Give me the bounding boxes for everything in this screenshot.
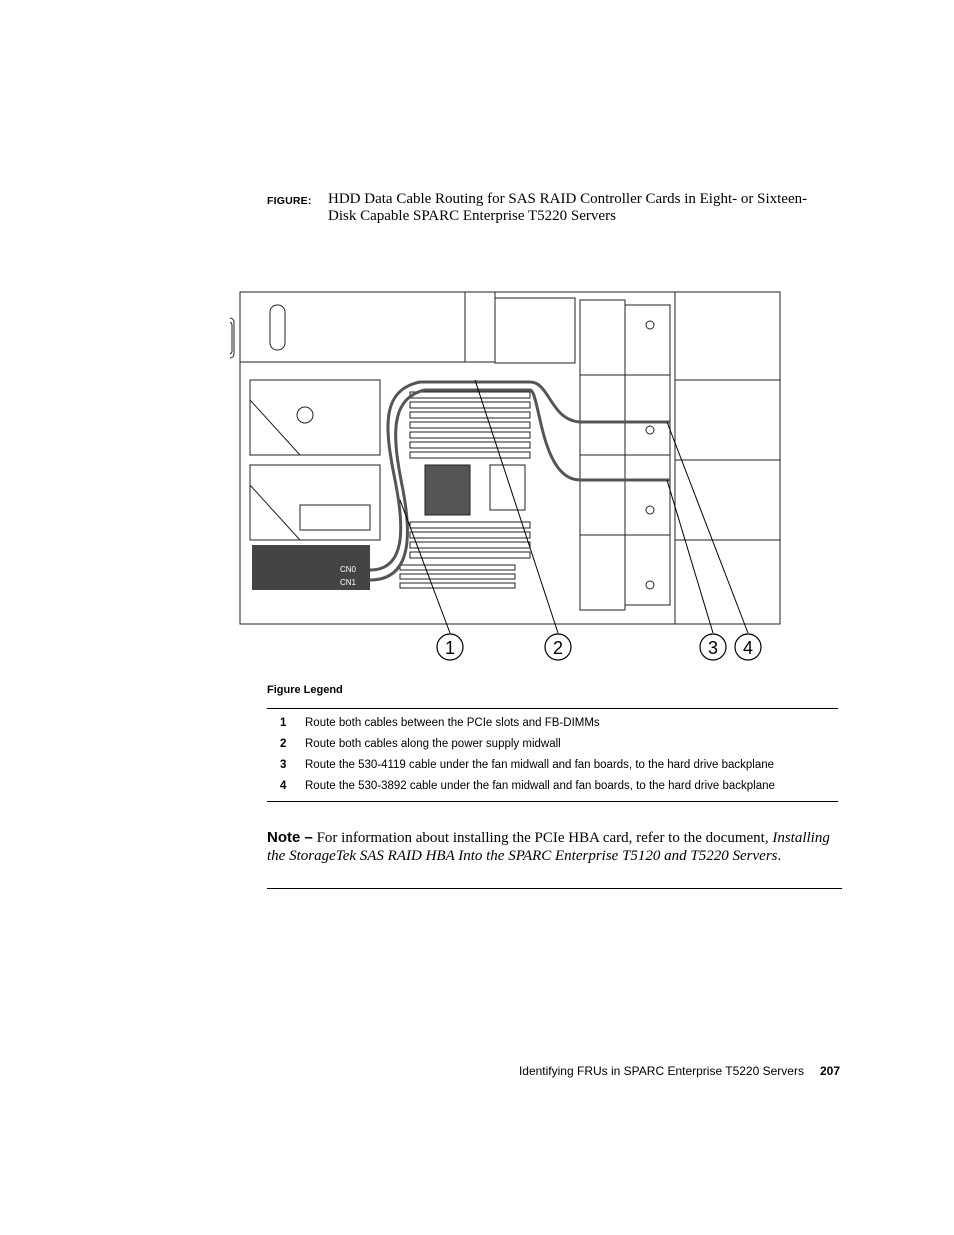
hard-drive-bays: [675, 292, 780, 624]
cpu-heatsink: [425, 465, 470, 515]
power-supply: [240, 292, 465, 362]
legend-row: [267, 775, 838, 796]
callout-label-3: 3: [707, 638, 719, 658]
note-paragraph: [267, 829, 842, 865]
legend-row: [267, 754, 838, 775]
fb-dimm-bank-upper: [410, 392, 530, 458]
callout-leader-4: [667, 422, 748, 633]
callout-label-1: 1: [444, 638, 456, 658]
legend-text: Route the 530-3892 cable under the fan midwall and fan boards, to the hard drive backplane: [305, 779, 775, 792]
legend-number: 1: [280, 716, 287, 729]
legend-row: [267, 712, 838, 733]
note-end: .: [777, 848, 782, 864]
legend-number: 4: [280, 779, 287, 792]
figure-caption-title: HDD Data Cable Routing for SAS RAID Controller Cards in Eight- or Sixteen-Disk Capable SPARC Enterprise T5220 Servers: [328, 191, 808, 224]
note-label: Note –: [267, 829, 313, 846]
callout-label-4: 4: [742, 638, 754, 658]
legend-text: Route the 530-4119 cable under the fan midwall and fan boards, to the hard drive backplane: [305, 758, 775, 771]
page-footer: [440, 1064, 840, 1078]
fb-dimm-bank-lower: [400, 522, 530, 588]
legend-number: 3: [280, 758, 287, 771]
connector-label-cn0: CN0: [340, 565, 357, 574]
pcie-riser-upper: [250, 380, 380, 455]
legend-table: [267, 708, 838, 802]
legend-text: Route both cables along the power supply midwall: [305, 737, 561, 750]
note-divider: [267, 888, 842, 889]
legend-number: 2: [280, 737, 287, 750]
connector-label-cn1: CN1: [340, 578, 357, 587]
callout-leader-1: [400, 500, 450, 633]
server-cable-routing-diagram: [230, 280, 790, 665]
callout-leader-3: [667, 480, 713, 633]
figure-caption-tag: FIGURE:: [267, 195, 312, 207]
legend-heading: Figure Legend: [267, 684, 343, 696]
legend-row: [267, 733, 838, 754]
page-number: 207: [819, 1064, 840, 1078]
note-text: For information about installing the PCIe HBA card, refer to the document,: [312, 830, 773, 846]
note-document-title: Installing the StorageTek SAS RAID HBA Into the SPARC Enterprise T5120 and T5220 Servers: [267, 830, 830, 864]
pcie-riser-lower: [250, 465, 380, 540]
footer-title: Identifying FRUs in SPARC Enterprise T5220 Servers: [518, 1064, 804, 1078]
callout-label-2: 2: [552, 638, 564, 658]
legend-text: Route both cables between the PCIe slots and FB-DIMMs: [305, 716, 600, 729]
